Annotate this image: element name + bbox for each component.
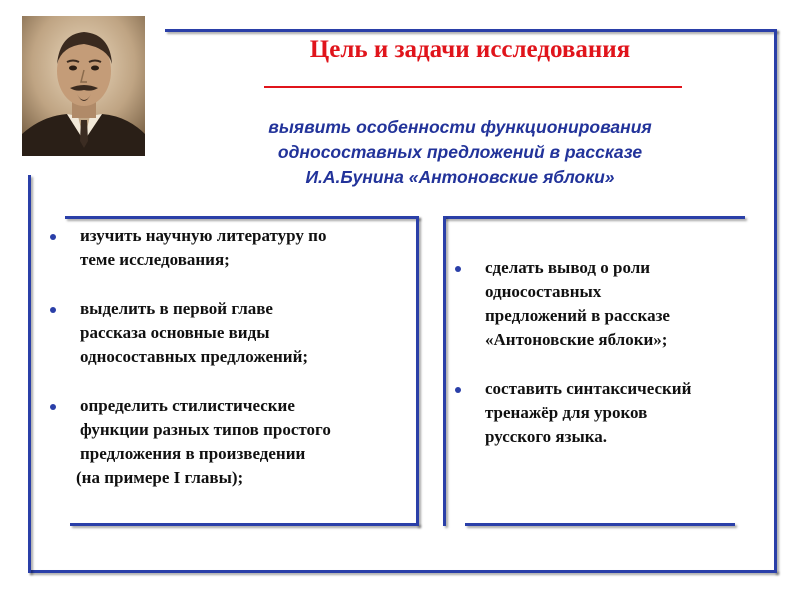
tasks-left-column [50,224,420,515]
task-line: составить синтаксический [485,379,692,398]
task-line: определить стилистические [80,396,295,415]
list-item [455,256,775,352]
task-line: рассказа основные виды [80,323,270,342]
left-box-bottom-line [70,523,419,526]
page-title: Цель и задачи исследования [309,36,631,63]
task-line: сделать вывод о роли [485,258,651,277]
list-item [50,394,420,490]
title-underline [264,86,682,88]
tasks-right-column [455,256,775,474]
research-goal [210,115,710,190]
task-line: (на примере I главы); [76,468,244,487]
task-line: русского языка. [485,427,608,446]
goal-line: односоставных предложений в рассказе [277,142,643,162]
goal-line: И.А.Бунина «Антоновские яблоки» [305,167,615,187]
right-box-top-line [443,216,745,219]
goal-line: выявить особенности функционирования [268,117,652,137]
left-box-top-line [65,216,419,219]
list-item [50,224,420,272]
bullet-icon [455,387,461,393]
task-line: предложений в рассказе [485,306,670,325]
task-line: функции разных типов простого [80,420,331,439]
task-line: «Антоновские яблоки»; [485,330,668,349]
task-line: теме исследования; [80,250,230,269]
task-line: тренажёр для уроков [485,403,648,422]
bullet-icon [455,266,461,272]
task-line: односоставных [485,282,602,301]
task-line: изучить научную литературу по [80,226,327,245]
task-line: односоставных предложений; [80,347,309,366]
bullet-icon [50,234,56,240]
right-box-bottom-line [465,523,735,526]
list-item [50,297,420,369]
author-portrait [22,16,145,156]
right-box-left-line [443,216,446,526]
frame-top-line [165,29,777,32]
task-line: предложения в произведении [80,444,306,463]
list-item [455,377,775,449]
bullet-icon [50,404,56,410]
bullet-icon [50,307,56,313]
frame-bottom-line [28,570,777,573]
task-line: выделить в первой главе [80,299,273,318]
frame-left-line [28,175,31,573]
